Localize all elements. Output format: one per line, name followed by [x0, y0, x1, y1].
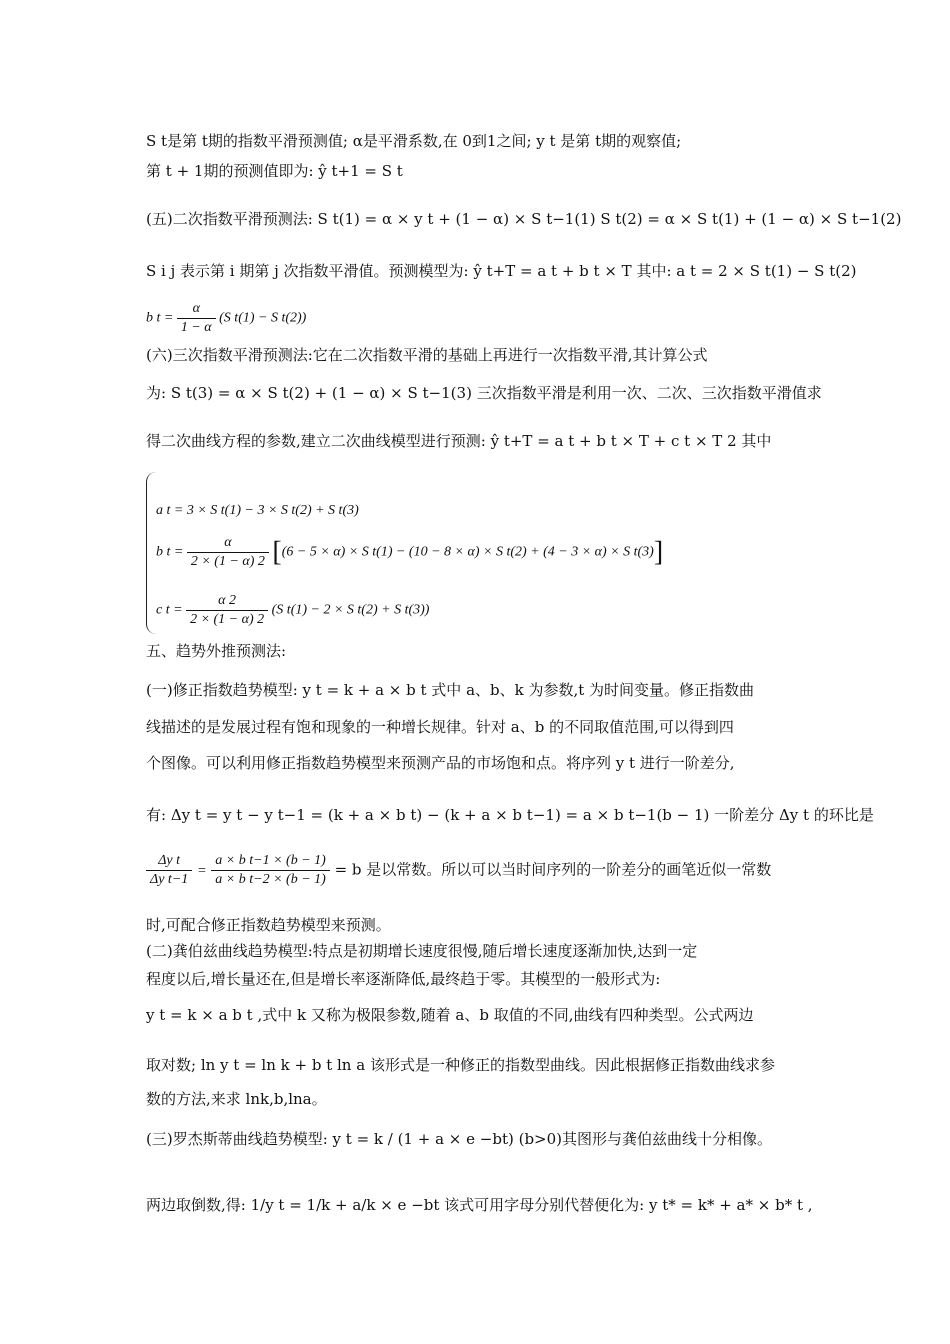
formula-bt-rest: (S t(1) − S t(2)): [219, 310, 307, 326]
text-line: S i j 表示第 i 期第 j 次指数平滑值。预测模型为: ŷ t+T = a t + b t × T 其中: a t = 2 × S t(1) − S t(2): [146, 262, 857, 280]
formula-system-a: a t = 3 × S t(1) − 3 × S t(2) + S t(3): [156, 503, 359, 518]
text-line: 取对数; ln y t = ln k + b t ln a 该形式是一种修正的指数型曲线。因此根据修正指数曲线求参: [146, 1056, 775, 1074]
formula-ratio-denominator-1: Δy t−1: [150, 872, 189, 887]
text-line: S t是第 t期的指数平滑预测值; α是平滑系数,在 0到1之间; y t 是第 t期的观察值;: [146, 132, 682, 150]
formula-ratio-numerator-2: a × b t−1 × (b − 1): [211, 852, 330, 871]
text-line: (三)罗杰斯蒂曲线趋势模型: y t = k / (1 + a × e −bt) (b>0)其图形与龚伯兹曲线十分相像。: [146, 1130, 773, 1148]
formula-system-c-numerator: α 2: [186, 592, 268, 611]
text-line: 程度以后,增长量还在,但是增长率逐渐降低,最终趋于零。其模型的一般形式为:: [146, 970, 661, 988]
formula-ratio-numerator-1: Δy t: [146, 852, 192, 871]
text-line: 有: Δy t = y t − y t−1 = (k + a × b t) − (k + a × b t−1) = a × b t−1(b − 1) 一阶差分 Δy t 的环比是: [146, 806, 874, 824]
formula-bt: [146, 300, 816, 337]
left-bracket: [: [272, 536, 282, 568]
formula-ratio-tail: = b 是以常数。所以可以当时间序列的一阶差分的画笔近似一常数: [334, 860, 772, 879]
text-line: 数的方法,来求 lnk,b,lna。: [146, 1090, 327, 1108]
formula-system-c-fraction: [186, 592, 268, 629]
right-bracket: ]: [653, 536, 664, 568]
formula-bt-fraction: [177, 300, 216, 337]
formula-system-b: [156, 534, 826, 571]
text-line: 时,可配合修正指数趋势模型来预测。: [146, 916, 391, 934]
formula-system-b-denominator: 2 × (1 − α) 2: [190, 554, 265, 569]
text-line: y t = k × a b t ,式中 k 又称为极限参数,随着 a、b 取值的不同,曲线有四种类型。公式两边: [146, 1006, 754, 1024]
text-line: 线描述的是发展过程有饱和现象的一种增长规律。针对 a、b 的不同取值范围,可以得到四: [146, 718, 734, 736]
formula-bt-denominator: 1 − α: [180, 320, 212, 335]
text-line: (一)修正指数趋势模型: y t = k + a × b t 式中 a、b、k 为参数,t 为时间变量。修正指数曲: [146, 681, 755, 699]
text-line: (五)二次指数平滑预测法: S t(1) = α × y t + (1 − α) × S t−1(1) S t(2) = α × S t(1) + (1 − α) × S t−1(2): [146, 210, 902, 228]
formula-system-c: [156, 592, 826, 629]
text-line: 第 t + 1期的预测值即为: ŷ t+1 = S t: [146, 162, 403, 180]
formula-system-c-denominator: 2 × (1 − α) 2: [190, 612, 265, 627]
formula-bt-lhs: b t =: [146, 310, 174, 326]
text-line: 个图像。可以利用修正指数趋势模型来预测产品的市场饱和点。将序列 y t 进行一阶差分,: [146, 754, 735, 772]
formula-system-b-lhs: b t =: [156, 544, 184, 560]
formula-ratio-denominator-2: a × b t−2 × (b − 1): [215, 872, 326, 887]
formula-system-b-numerator: α: [187, 534, 269, 553]
text-line: 两边取倒数,得: 1/y t = 1/k + a/k × e −bt 该式可用字母分别代替便化为: y t* = k* + a* × b* t ,: [146, 1196, 813, 1214]
section-heading: 五、趋势外推预测法:: [146, 642, 287, 660]
formula-bt-numerator: α: [177, 300, 216, 319]
formula-ratio-equals: =: [197, 863, 207, 879]
text-line: (二)龚伯兹曲线趋势模型:特点是初期增长速度很慢,随后增长速度逐渐加快,达到一定: [146, 942, 698, 960]
text-line: 为: S t(3) = α × S t(2) + (1 − α) × S t−1(3) 三次指数平滑是利用一次、二次、三次指数平滑值求: [146, 384, 822, 402]
text-line: (六)三次指数平滑预测法:它在二次指数平滑的基础上再进行一次指数平滑,其计算公式: [146, 346, 708, 364]
formula-system-b-fraction: [187, 534, 269, 571]
formula-system-b-rest: (6 − 5 × α) × S t(1) − (10 − 8 × α) × S t(2) + (4 − 3 × α) × S t(3): [281, 544, 654, 560]
formula-system-c-rest: (S t(1) − 2 × S t(2) + S t(3)): [271, 602, 430, 618]
formula-system-c-lhs: c t =: [156, 602, 183, 618]
formula-ratio-fraction-2: [211, 852, 330, 889]
formula-ratio-fraction-1: [146, 852, 192, 889]
text-line: 得二次曲线方程的参数,建立二次曲线模型进行预测: ŷ t+T = a t + b t × T + c t × T 2 其中: [146, 432, 772, 450]
formula-ratio: [146, 852, 816, 889]
